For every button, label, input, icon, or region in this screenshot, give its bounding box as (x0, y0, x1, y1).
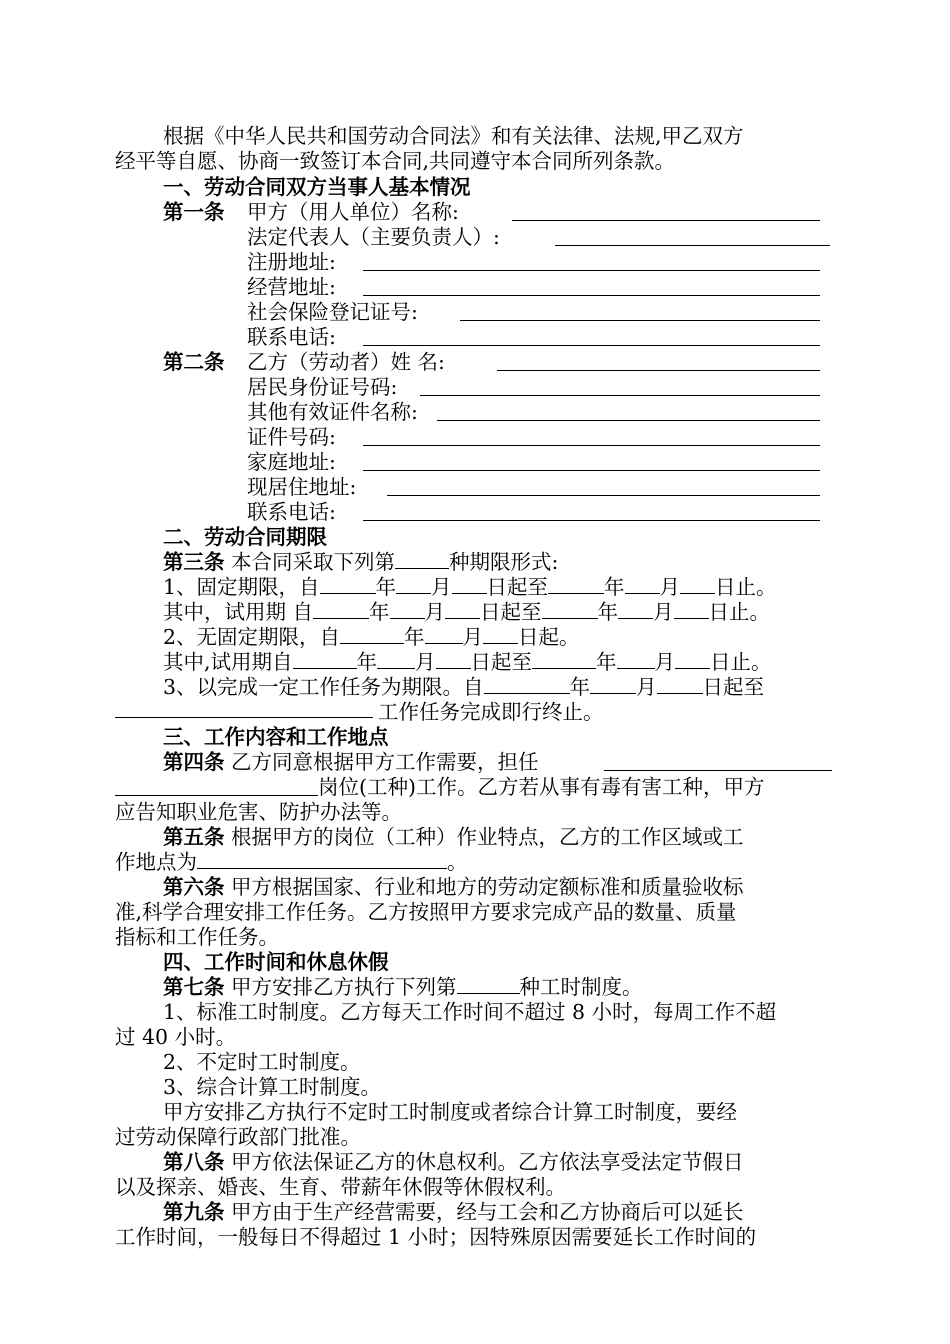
fixed-start-month[interactable] (396, 575, 431, 594)
open-term-label: 2、无固定期限，自 (163, 625, 341, 649)
article-4-line-1 (163, 750, 539, 775)
section-heading-2: 二、劳动合同期限 (163, 525, 327, 549)
current-address-label: 现居住地址: (247, 475, 357, 499)
open-start-year[interactable] (340, 625, 404, 644)
article-4-label: 第四条 (163, 750, 225, 774)
term-type-blank[interactable] (395, 550, 449, 569)
article-8-text-a: 甲方依法保证乙方的休息权利。乙方依法享受法定节假日 (231, 1150, 744, 1174)
article-6-text-b: 准,科学合理安排工作任务。乙方按照甲方要求完成产品的数量、质量 (115, 900, 737, 924)
intro-line-1: 根据《中华人民共和国劳动合同法》和有关法律、法规,甲乙双方 (163, 124, 744, 148)
position-field[interactable] (604, 770, 832, 771)
month-word: 月 (462, 625, 484, 649)
business-address-label: 经营地址: (247, 275, 336, 299)
article-9-text-a: 甲方由于生产经营需要，经与工会和乙方协商后可以延长 (231, 1200, 744, 1224)
task-start-month[interactable] (590, 675, 636, 694)
id-number-field[interactable] (363, 445, 820, 446)
intro-line-2: 经平等自愿、协商一致签订本合同,共同遵守本合同所列条款。 (115, 149, 676, 173)
probation-1-end-year[interactable] (542, 600, 598, 619)
article-8-text-b: 以及探亲、婚丧、生育、带薪年休假等休假权利。 (115, 1175, 566, 1199)
open-start-month[interactable] (425, 625, 463, 644)
from-word: 日起至 (702, 675, 765, 699)
start-word: 日起。 (518, 625, 580, 649)
article-8-line-1 (163, 1150, 744, 1175)
party-b-phone-field[interactable] (363, 520, 820, 521)
month-word: 月 (424, 600, 446, 624)
article-7-text-b: 种工时制度。 (519, 975, 643, 999)
article-7-line (163, 975, 643, 1000)
id-number-label: 证件号码: (247, 425, 336, 449)
article-6-line-1 (163, 875, 744, 900)
fixed-term-label: 1、固定期限，自 (163, 575, 320, 599)
year-word: 年 (597, 600, 619, 624)
business-address-field[interactable] (363, 295, 820, 296)
article-4-text-b: 岗位(工种)工作。乙方若从事有毒有害工种，甲方 (318, 775, 765, 799)
article-9-text-b: 工作时间，一般每日不得超过 1 小时；因特殊原因需要延长工作时间的 (115, 1225, 757, 1249)
party-b-phone-label: 联系电话: (247, 500, 336, 524)
home-address-field[interactable] (363, 470, 820, 471)
social-insurance-no-field[interactable] (460, 320, 820, 321)
id-card-label: 居民身份证号码: (247, 375, 398, 399)
year-word: 年 (404, 625, 425, 649)
article-3-line (163, 550, 558, 575)
article-7-item-3: 3、综合计算工时制度。 (163, 1075, 382, 1099)
article-4-text-a: 乙方同意根据甲方工作需要，担任 (231, 750, 539, 774)
other-id-name-field[interactable] (437, 420, 820, 421)
home-address-label: 家庭地址: (247, 450, 336, 474)
article-6-text-a: 甲方根据国家、行业和地方的劳动定额标准和质量验收标 (231, 875, 744, 899)
article-7-note-a: 甲方安排乙方执行不定时工时制度或者综合计算工时制度，要经 (163, 1100, 737, 1124)
fixed-end-day[interactable] (680, 575, 715, 594)
article-5-end: 。 (447, 850, 468, 874)
year-word: 年 (369, 600, 390, 624)
fixed-start-year[interactable] (320, 575, 376, 594)
article-5-line-1 (163, 825, 744, 850)
current-address-field[interactable] (387, 495, 820, 496)
from-word: 日起至 (486, 575, 549, 599)
article-7-item-2: 2、不定时工时制度。 (163, 1050, 361, 1074)
to-word: 日止。 (715, 575, 777, 599)
open-start-day[interactable] (483, 625, 518, 644)
fixed-start-day[interactable] (452, 575, 487, 594)
year-word: 年 (356, 650, 378, 674)
probation-2-start-month[interactable] (377, 650, 415, 669)
year-word: 年 (604, 575, 625, 599)
article-3-text: 本合同采取下列第 (231, 550, 396, 574)
to-word: 日止。 (708, 600, 771, 624)
article-7-item-1b: 过 40 小时。 (115, 1025, 237, 1049)
article-7-text-a: 甲方安排乙方执行下列第 (231, 975, 457, 999)
probation-2-line (163, 650, 772, 675)
probation-2-end-year[interactable] (532, 650, 596, 669)
month-word: 月 (415, 650, 436, 674)
probation-2-start-day[interactable] (436, 650, 471, 669)
from-word: 日起至 (480, 600, 542, 624)
task-description-field[interactable] (115, 717, 373, 718)
article-5-label: 第五条 (163, 825, 225, 849)
article-6-text-c: 指标和工作任务。 (115, 925, 279, 949)
article-8-label: 第八条 (163, 1150, 225, 1174)
fixed-end-month[interactable] (625, 575, 660, 594)
article-5-text-a: 根据甲方的岗位（工种）作业特点，乙方的工作区域或工 (231, 825, 744, 849)
article-7-item-1a: 1、标准工时制度。乙方每天工作时间不超过 8 小时，每周工作不超 (163, 1000, 777, 1024)
article-9-line-1 (163, 1200, 744, 1225)
month-word: 月 (653, 600, 674, 624)
article-9-label: 第九条 (163, 1200, 225, 1224)
section-heading-4: 四、工作时间和休息休假 (163, 950, 389, 974)
article-2-label: 第二条 (163, 350, 225, 374)
registered-address-label: 注册地址: (247, 250, 336, 274)
article-1-label: 第一条 (163, 200, 225, 224)
party-b-name-label: 乙方（劳动者）姓 名: (247, 350, 445, 374)
task-term-line (163, 675, 764, 700)
probation-2-end-month[interactable] (617, 650, 655, 669)
id-card-field[interactable] (420, 395, 820, 396)
year-word: 年 (569, 675, 591, 699)
probation-1-start-year[interactable] (313, 600, 369, 619)
task-term-label: 3、以完成一定工作任务为期限。自 (163, 675, 484, 699)
party-a-name-label: 甲方（用人单位）名称: (247, 200, 459, 224)
registered-address-field[interactable] (363, 270, 820, 271)
probation-2-label: 其中,试用期自 (163, 650, 293, 674)
section-heading-3: 三、工作内容和工作地点 (163, 725, 389, 749)
working-hours-system-blank[interactable] (457, 975, 520, 994)
month-word: 月 (659, 575, 681, 599)
probation-1-line (163, 600, 770, 625)
open-term-line (163, 625, 580, 650)
task-start-day[interactable] (657, 675, 703, 694)
article-5-line-2 (115, 850, 468, 875)
article-7-note-b: 过劳动保障行政部门批准。 (115, 1125, 361, 1149)
probation-1-end-month[interactable] (618, 600, 653, 619)
other-id-name-label: 其他有效证件名称: (247, 400, 418, 424)
legal-rep-field[interactable] (555, 245, 830, 246)
article-6-label: 第六条 (163, 875, 225, 899)
probation-1-start-day[interactable] (445, 600, 480, 619)
probation-1-end-day[interactable] (674, 600, 709, 619)
to-word: 日止。 (710, 650, 772, 674)
section-heading-1: 一、劳动合同双方当事人基本情况 (163, 175, 471, 199)
party-a-phone-field[interactable] (363, 345, 820, 346)
year-word: 年 (375, 575, 397, 599)
probation-2-end-day[interactable] (675, 650, 710, 669)
article-7-label: 第七条 (163, 975, 225, 999)
party-a-phone-label: 联系电话: (247, 325, 336, 349)
legal-rep-label: 法定代表人（主要负责人）: (247, 225, 500, 249)
month-word: 月 (654, 650, 676, 674)
month-word: 月 (636, 675, 657, 699)
from-word: 日起至 (470, 650, 533, 674)
fixed-end-year[interactable] (548, 575, 604, 594)
probation-1-label: 其中，试用期 自 (163, 600, 314, 624)
task-term-end: 工作任务完成即行终止。 (378, 700, 604, 724)
probation-2-start-year[interactable] (293, 650, 357, 669)
article-3-label: 第三条 (163, 550, 225, 574)
month-word: 月 (431, 575, 452, 599)
party-b-name-field[interactable] (497, 370, 820, 371)
article-3-text-end: 种期限形式: (449, 550, 559, 574)
work-location-field[interactable] (197, 850, 447, 869)
article-5-text-b: 作地点为 (115, 850, 197, 874)
probation-1-start-month[interactable] (390, 600, 425, 619)
year-word: 年 (596, 650, 617, 674)
article-4-text-c: 应告知职业危害、防护办法等。 (115, 800, 402, 824)
task-start-year[interactable] (484, 675, 570, 694)
fixed-term-line (163, 575, 777, 600)
position-field-cont[interactable] (115, 795, 318, 796)
party-a-name-field[interactable] (512, 220, 820, 221)
social-insurance-no-label: 社会保险登记证号: (247, 300, 418, 324)
